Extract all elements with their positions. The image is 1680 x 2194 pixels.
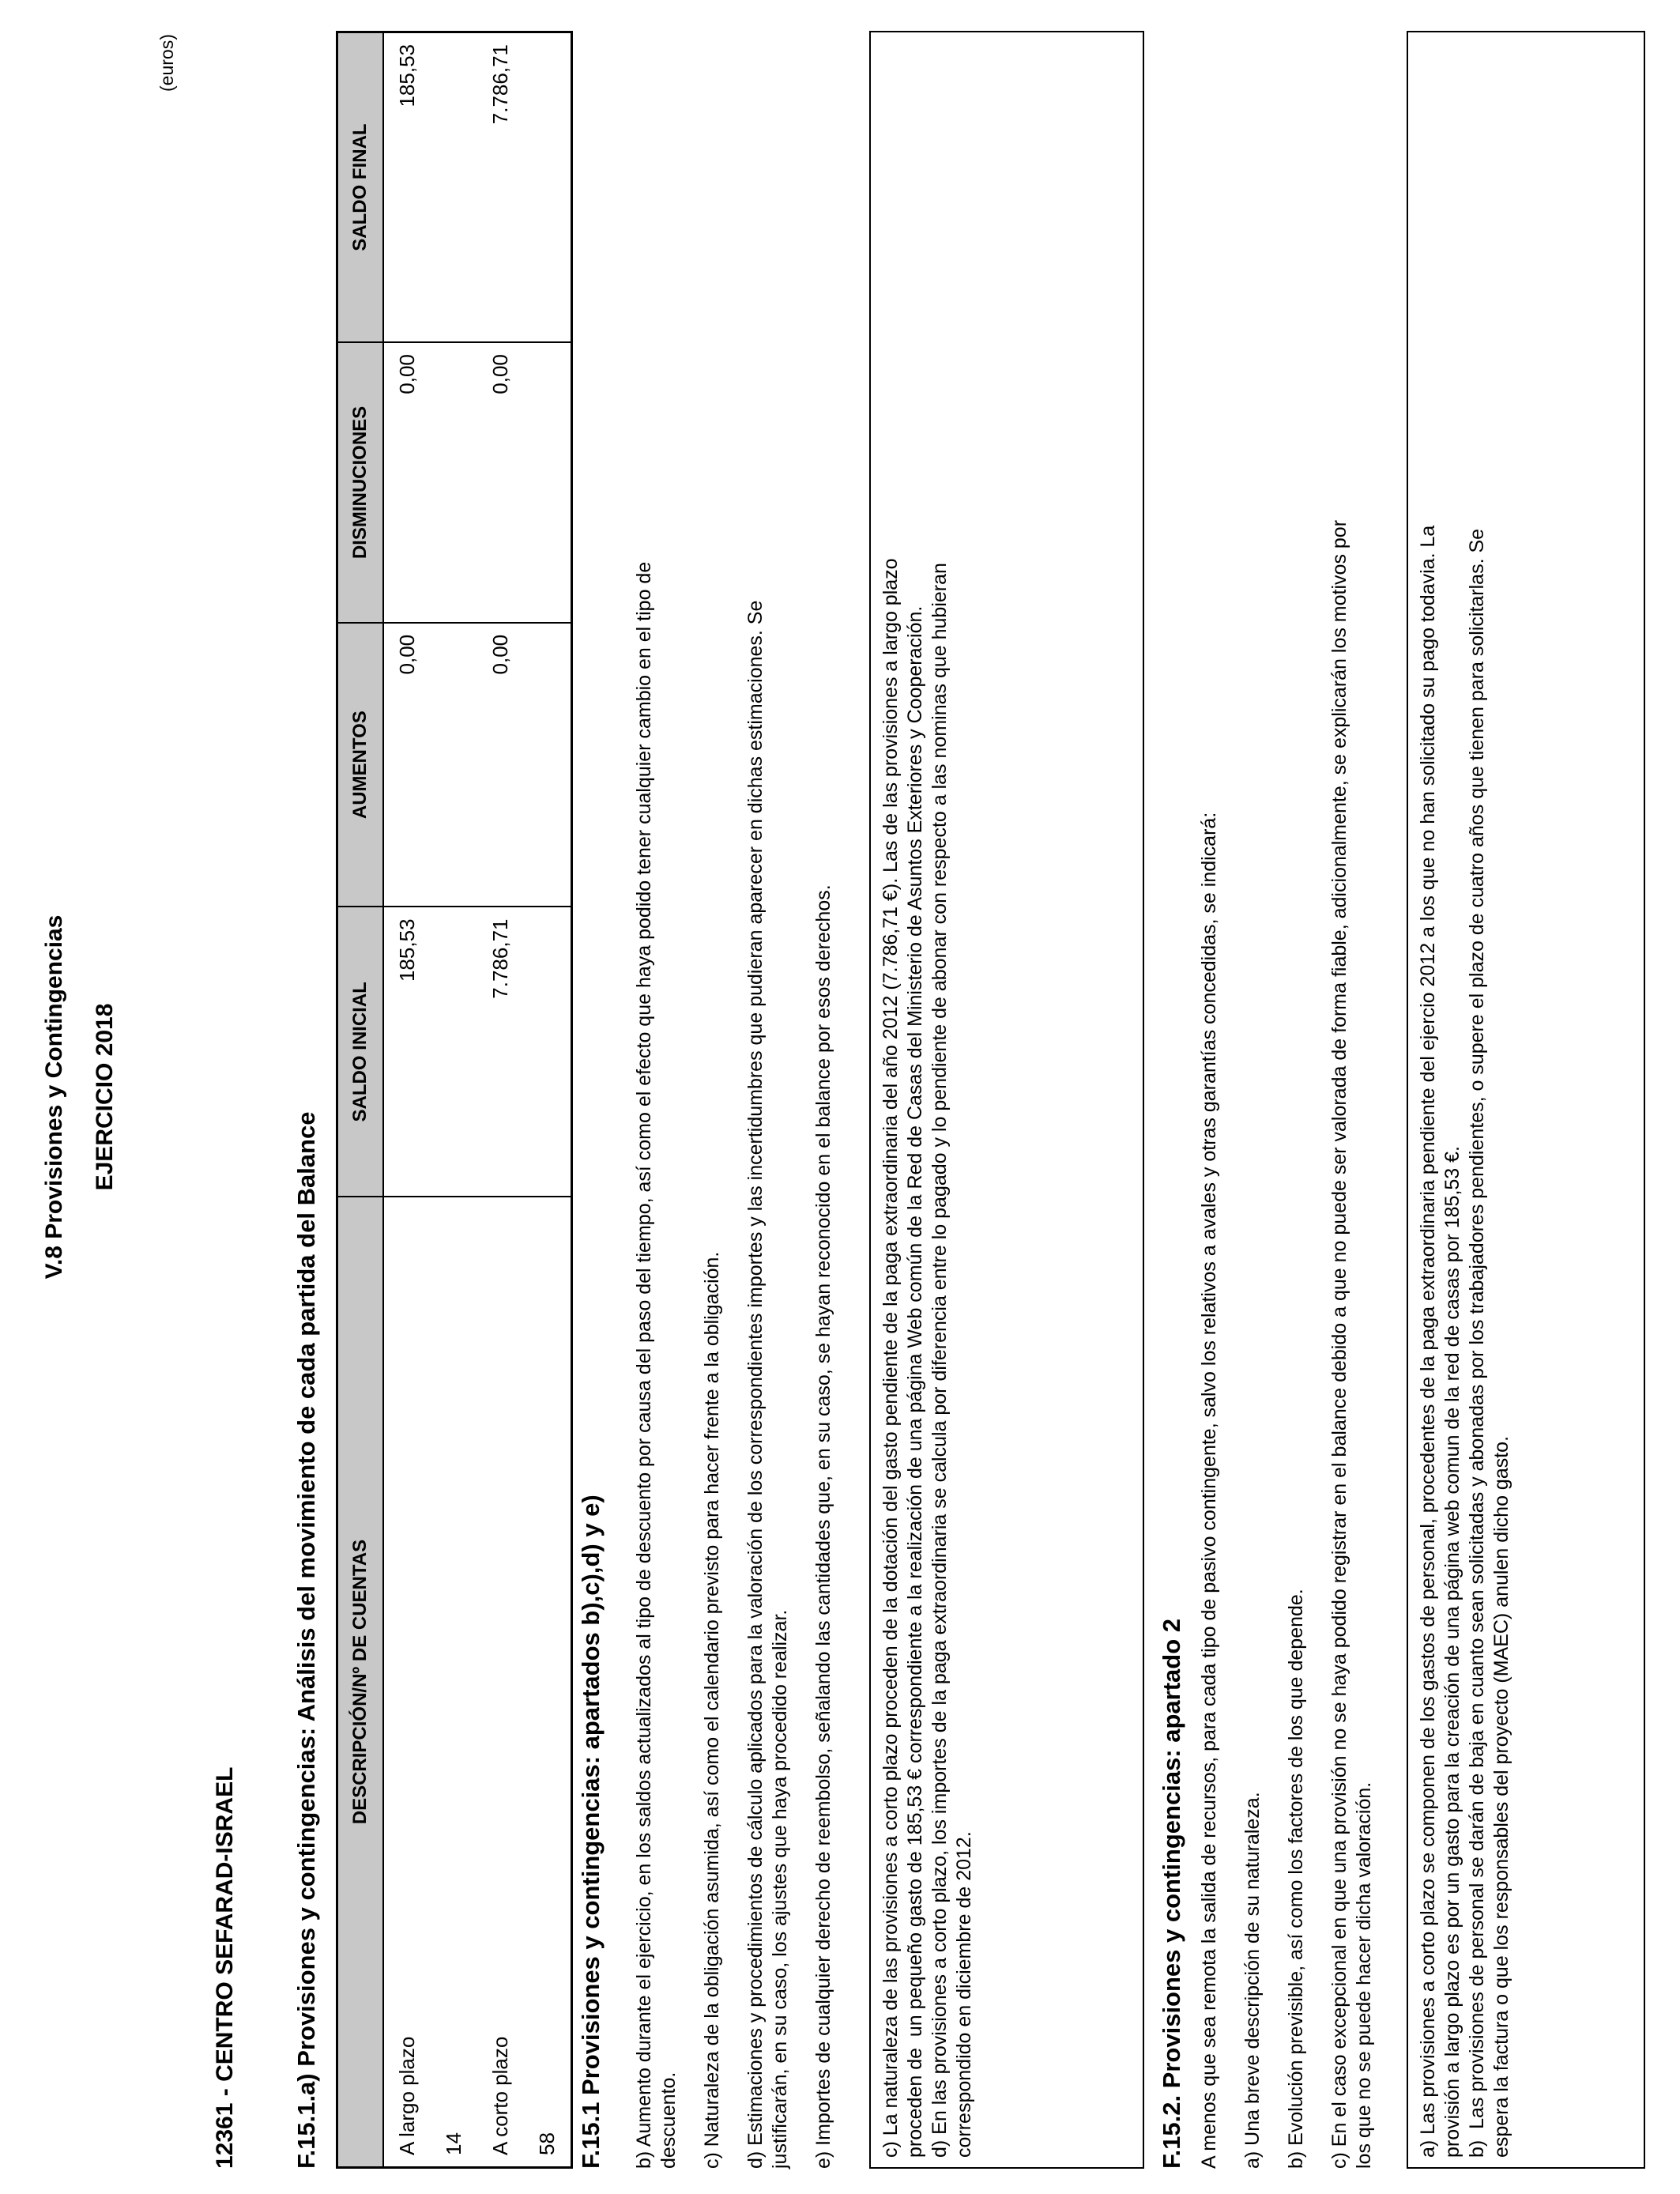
row-description: A corto plazo bbox=[477, 1197, 524, 2167]
column-header: AUMENTOS bbox=[337, 623, 384, 907]
saldo-inicial-cell: 185,53 bbox=[383, 907, 431, 1197]
answer-line: correspondido en diciembre de 2012. bbox=[953, 1831, 975, 2158]
section-heading-c: F.15.2. Provisiones y contingencias: apartado 2 bbox=[1158, 1618, 1185, 2169]
table-row bbox=[383, 32, 431, 2168]
column-header: SALDO FINAL bbox=[337, 32, 384, 343]
item-b-text: b) Evolución previsible, así como los factores de los que depende. bbox=[1285, 1589, 1307, 2169]
saldo-inicial-cell: 7.786,71 bbox=[477, 907, 524, 1197]
section-b-text bbox=[632, 31, 836, 2169]
section-c-text bbox=[1197, 31, 1377, 2169]
table-row bbox=[477, 32, 524, 2168]
section-b-answer-box bbox=[869, 31, 1144, 2169]
table-header-row bbox=[337, 32, 384, 2168]
answer-line: b) Las provisiones de personal se darán de baja en cuanto sean solicitadas y abonadas por los trabajadores pendientes, o supere el plazo de cuatro años que tienen para solicitarlas. Se bbox=[1466, 528, 1488, 2158]
saldo-final-cell: 185,53 bbox=[383, 32, 431, 343]
answer-line: d) En las provisiones a corto plazo, los importes de la paga extraordinaria se calcula por diferencia entre lo pagado y lo pendiente de abonar con respecto a las nominas que hubieran bbox=[929, 563, 951, 2158]
table-row bbox=[431, 32, 477, 2168]
answer-line: c) La naturaleza de las provisiones a corto plazo proceden de la dotación del gasto pendiente de la paga extraordinaria del año 2012 (7.786,71 €). Las de las provisiones a largo plazo bbox=[880, 558, 902, 2158]
currency-unit: (euros) bbox=[156, 34, 177, 92]
table-row bbox=[524, 32, 572, 2168]
item-d-text: d) Estimaciones y procedimientos de cálculo aplicados para la valoración de los correspondientes importes y las incertidumbres que pudieran aparecer en dichas estimaciones. Se bbox=[744, 600, 767, 2169]
column-header: DISMINUCIONES bbox=[337, 342, 384, 623]
row-description: A largo plazo bbox=[383, 1197, 431, 2167]
provisions-table bbox=[336, 31, 573, 2169]
page-title: V.8 Provisiones y Contingencias bbox=[41, 914, 67, 1280]
answer-line: a) Las provisiones a corto plazo se componen de los gastos de personal, procedentes de la paga extraordinaria pendiente del ejercio 2012 a los que no han solicitado su pago todavia. La bbox=[1417, 525, 1439, 2158]
answer-line: proceden de un pequeño gasto de 185,53 € correspondiente a la realización de una página Web común de la Red de Casas del Ministerio de Asuntos Exteriores y Cooperación. bbox=[904, 605, 926, 2158]
disminuciones-cell: 0,00 bbox=[477, 342, 524, 623]
disminuciones-cell: 0,00 bbox=[383, 342, 431, 623]
answer-line: espera la factura o que los responsables del proyecto (MAEC) anulen dicho gasto. bbox=[1490, 1435, 1512, 2158]
entity-heading: 12361 - CENTRO SEFARAD-ISRAEL bbox=[212, 1766, 238, 2169]
aumentos-cell: 0,00 bbox=[477, 623, 524, 907]
account-number: 14 bbox=[431, 1197, 477, 2167]
saldo-final-cell: 7.786,71 bbox=[477, 32, 524, 343]
section-heading-b: F.15.1 Provisiones y contingencias: apartados b),c),d) y e) bbox=[577, 1495, 605, 2169]
item-c-text: c) Naturaleza de la obligación asumida, así como el calendario previsto para hacer frente a la obligación. bbox=[701, 1251, 723, 2169]
section-c-answer-box bbox=[1407, 31, 1645, 2169]
item-d-text-cont: justificarán, en su caso, los ajustes que haya procedido realizar. bbox=[769, 1609, 791, 2169]
item-e-text: e) Importes de cualquier derecho de reembolso, señalando las cantidades que, en su caso, se hayan reconocido en el balance por esos derechos. bbox=[812, 884, 834, 2169]
aumentos-cell: 0,00 bbox=[383, 623, 431, 907]
section-heading-a: F.15.1.a) Provisiones y contingencias: Análisis del movimiento de cada partida del Balance bbox=[292, 1111, 320, 2169]
item-b-text-cont: descuento. bbox=[657, 2071, 680, 2169]
item-c-text-cont: los que no se puede hacer dicha valoración. bbox=[1353, 1781, 1375, 2169]
fiscal-year-title: EJERCICIO 2018 bbox=[92, 1003, 118, 1191]
intro-text: A menos que sea remota la salida de recursos, para cada tipo de pasivo contingente, salvo los relativos a avales y otras garantías concedidas, se indicará: bbox=[1198, 812, 1220, 2169]
item-c-text: c) En el caso excepcional en que una provisión no se haya podido registrar en el balance debido a que no puede ser valorada de forma fiable, adicionalmente, se explicarán los motivos por bbox=[1328, 519, 1350, 2169]
item-b-text: b) Aumento durante el ejercicio, en los saldos actualizados al tipo de descuento por causa del paso del tiempo, así como el efecto que haya podido tener cualquier cambio en el tipo de bbox=[633, 561, 655, 2169]
answer-line: provisión a largo plazo es por un gasto para la creación de una página web comun de la red de casas por 185,53 €. bbox=[1441, 1145, 1463, 2158]
column-header: DESCRIPCIÓN/Nº DE CUENTAS bbox=[337, 1197, 384, 2167]
item-a-text: a) Una breve descripción de su naturaleza. bbox=[1241, 1792, 1264, 2169]
account-number: 58 bbox=[524, 1197, 572, 2167]
column-header: SALDO INICIAL bbox=[337, 907, 384, 1197]
